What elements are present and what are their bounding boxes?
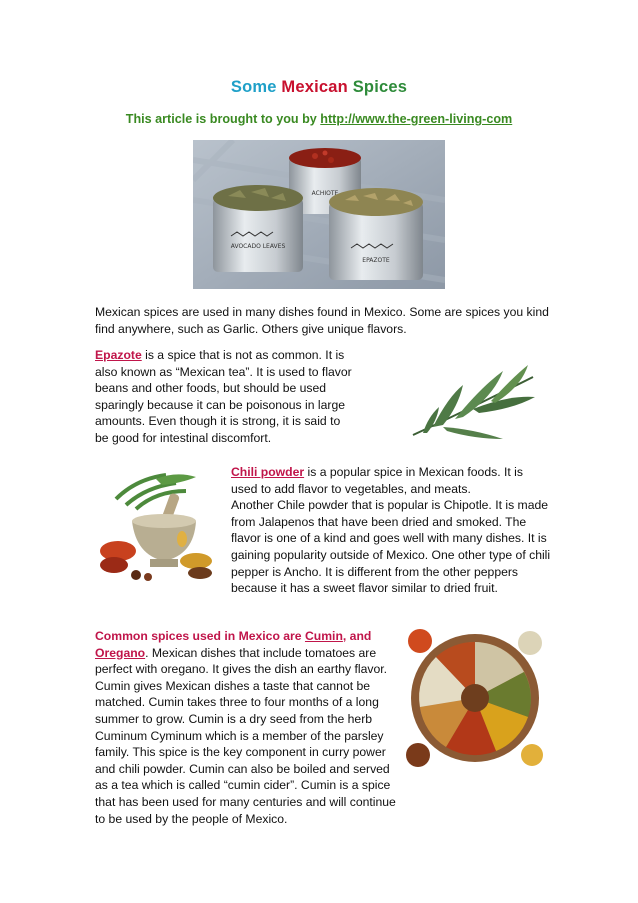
title-word-mexican: Mexican [281, 78, 348, 96]
spice-bowl-photo [406, 627, 544, 769]
epazote-keyword: Epazote [95, 348, 142, 362]
common-text: . Mexican dishes that include tomatoes are perfect with oregano. It gives the dish an earthy flavor. Cumin gives Mexican dishes a taste that cannot be matched. Cumin takes three to four months of a long summer to grow. Cumin is a dry seed from the herb Cuminum Cyminum which is a member of the parsley family. This spice is the key component in curry power and chili powder. Cumin can also be boiled and served as a tea which is called “cumin cider”. Cumin is a spice that has been used for many centuries and will continue to be used by the people of Mexico. [95, 645, 396, 826]
chili-powder-keyword: Chili powder [231, 465, 305, 479]
common-keyword-3: , and [342, 629, 372, 643]
tin-label-epazote: EPAZOTE [362, 257, 390, 264]
title-word-some: Some [230, 78, 277, 96]
chili-powder-paragraph [231, 464, 551, 597]
tin-label-achiote: ACHIOTE [311, 190, 339, 197]
mortar-spices-photo [96, 469, 220, 587]
cumin-keyword: Cumin [304, 629, 343, 643]
intro-paragraph: Mexican spices are used in many dishes found in Mexico. Some are spices you kind find anywhere, such as Garlic. Others give unique flavors. [95, 305, 549, 336]
chili-text-1: is a popular spice in Mexican foods. It is used to add flavor to vegetables, and meats. [231, 465, 523, 496]
epazote-text: is a spice that is not as common. It is also known as “Mexican tea”. It is used to flavor beans and other foods, but should be used sparingly because it can be poisonous in large amounts. Even though it is strong, it is said to be good for intestinal discomfort. [95, 348, 352, 445]
common-spices-paragraph [95, 628, 401, 827]
attribution-prefix: This article is brought to you by [125, 112, 321, 126]
epazote-paragraph [95, 347, 353, 447]
chili-text-2: Another Chile powder that is popular is Chipotle. It is made from Jalapenos that have been dried and smoked. The flavor is one of a kind and goes well with many dishes. It is gaining popularity outside of Mexico. One other type of chili pepper is Ancho. It is different from the other peppers because it has a sweet flavor similar to dried fruit. [231, 498, 551, 596]
common-keyword-1: Common spices used in Mexico are [95, 629, 305, 643]
source-link[interactable]: http://www.the-green-living-com [320, 112, 513, 126]
oregano-keyword: Oregano [95, 645, 146, 660]
chili-intro [231, 464, 551, 497]
spice-tins-photo [193, 140, 445, 289]
tin-label-avocado: AVOCADO LEAVES [230, 243, 286, 250]
title-word-spices: Spices [352, 78, 408, 96]
attribution-line [0, 112, 638, 126]
epazote-leaves-photo [403, 357, 543, 449]
page-title [0, 78, 638, 97]
